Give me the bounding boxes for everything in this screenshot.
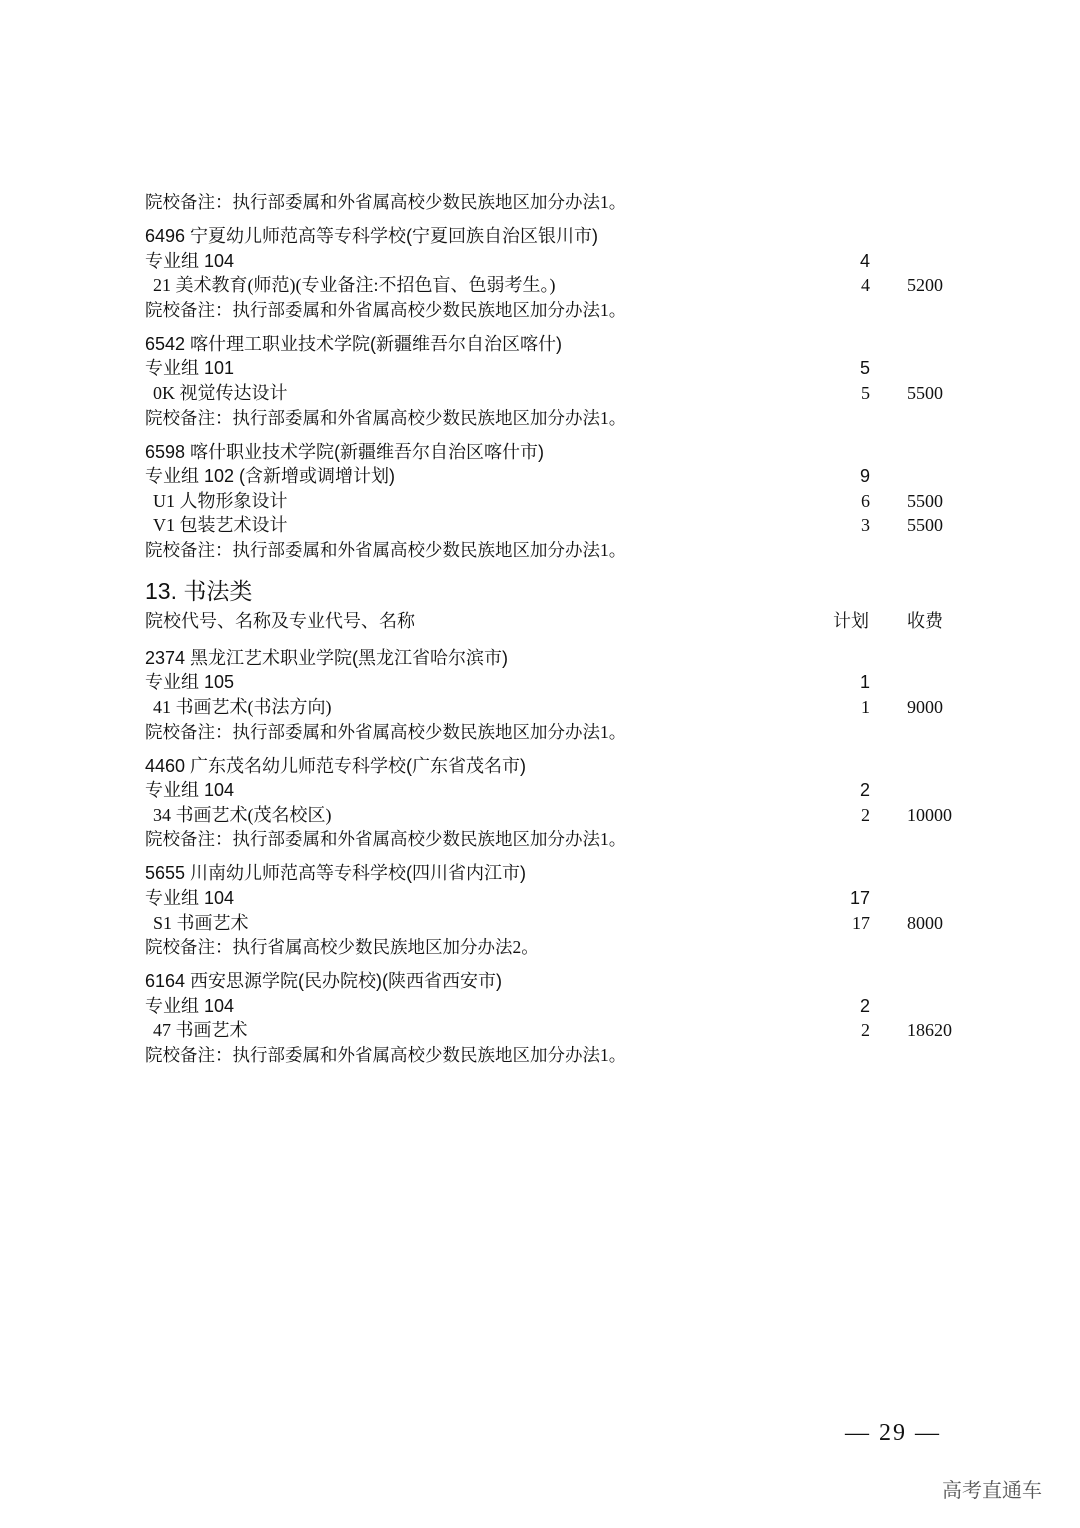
group-label: 专业组 104 xyxy=(145,250,235,271)
group-label: 专业组 101 xyxy=(145,358,235,379)
major-name: 包装艺术设计 xyxy=(179,515,288,536)
group-plan: 5 xyxy=(859,358,870,379)
group-plan: 1 xyxy=(859,672,870,693)
group-label: 专业组 105 xyxy=(145,672,235,693)
school-remark: 院校备注：执行省属高校少数民族地区加分办法2。 xyxy=(145,937,539,958)
major-group-row xyxy=(145,464,965,489)
school-name: 6598 喀什职业技术学院(新疆维吾尔自治区喀什市) xyxy=(145,441,545,462)
major-row xyxy=(145,381,965,406)
group-plan: 2 xyxy=(859,780,870,801)
major-row xyxy=(145,803,965,828)
group-label: 专业组 104 xyxy=(145,995,235,1016)
major-fee: 18620 xyxy=(907,1020,952,1041)
group-plan: 4 xyxy=(859,250,870,271)
major-row xyxy=(145,489,965,514)
school-remark: 院校备注：执行部委属和外省属高校少数民族地区加分办法1。 xyxy=(145,1044,627,1065)
major-group-row xyxy=(145,994,965,1019)
major-plan: 2 xyxy=(861,1020,870,1041)
major-code: 47 xyxy=(153,1020,171,1041)
major-fee: 8000 xyxy=(907,912,943,933)
major-fee: 5500 xyxy=(907,382,943,403)
group-plan: 9 xyxy=(859,466,870,487)
document-body xyxy=(145,190,965,1068)
major-plan: 17 xyxy=(852,912,870,933)
major-code: S1 xyxy=(153,912,173,933)
major-name: 书画艺术 xyxy=(176,912,249,933)
major-code: 34 xyxy=(153,804,171,825)
school-remark: 院校备注：执行部委属和外省属高校少数民族地区加分办法1。 xyxy=(145,829,627,850)
major-plan: 2 xyxy=(861,804,870,825)
major-code: 21 xyxy=(153,275,171,296)
section-title: 13. 书法类 xyxy=(145,578,253,605)
major-group-row xyxy=(145,778,965,803)
column-name-header: 院校代号、名称及专业代号、名称 xyxy=(145,611,415,632)
school-list xyxy=(145,224,965,563)
school-name: 6164 西安思源学院(民办院校)(陕西省西安市) xyxy=(145,971,503,992)
school-list xyxy=(145,646,965,1068)
school-name: 6496 宁夏幼儿师范高等专科学校(宁夏回族自治区银川市) xyxy=(145,225,599,246)
major-fee: 5500 xyxy=(907,515,943,536)
major-group-row xyxy=(145,249,965,274)
major-group-row xyxy=(145,670,965,695)
watermark: 高考直通车 xyxy=(942,1480,1042,1502)
major-name: 书画艺术(茂名校区) xyxy=(175,804,332,825)
group-plan: 17 xyxy=(849,888,870,908)
column-fee-header: 收费 xyxy=(907,611,943,632)
major-row xyxy=(145,695,965,720)
column-plan-header: 计划 xyxy=(833,611,869,632)
major-plan: 5 xyxy=(861,382,870,403)
major-row xyxy=(145,273,965,298)
school-remark: 院校备注：执行部委属和外省属高校少数民族地区加分办法1。 xyxy=(145,192,627,212)
group-label: 专业组 104 xyxy=(145,888,235,908)
major-fee: 10000 xyxy=(907,804,952,825)
major-row xyxy=(145,911,965,936)
school-name: 5655 川南幼儿师范高等专科学校(四川省内江市) xyxy=(145,863,527,884)
group-label: 专业组 102 (含新增或调增计划) xyxy=(145,466,396,487)
major-name: 书画艺术(书法方向) xyxy=(175,697,332,718)
major-name: 书画艺术 xyxy=(175,1020,248,1041)
major-fee: 9000 xyxy=(907,697,943,718)
school-name: 4460 广东茂名幼儿师范专科学校(广东省茂名市) xyxy=(145,755,527,776)
school-name: 2374 黑龙江艺术职业学院(黑龙江省哈尔滨市) xyxy=(145,647,509,668)
page-number: — 29 — xyxy=(845,1420,941,1446)
major-row xyxy=(145,513,965,538)
major-code: 0K xyxy=(153,382,175,403)
major-fee: 5500 xyxy=(907,490,943,511)
major-plan: 3 xyxy=(861,515,870,536)
group-label: 专业组 104 xyxy=(145,780,235,801)
major-code: 41 xyxy=(153,697,171,718)
school-remark: 院校备注：执行部委属和外省属高校少数民族地区加分办法1。 xyxy=(145,721,627,742)
school-remark: 院校备注：执行部委属和外省属高校少数民族地区加分办法1。 xyxy=(145,299,627,320)
major-group-row xyxy=(145,886,965,911)
group-plan: 2 xyxy=(859,995,870,1016)
major-name: 视觉传达设计 xyxy=(179,382,288,403)
major-plan: 6 xyxy=(861,490,870,511)
column-header xyxy=(145,606,965,636)
major-name: 美术教育(师范)(专业备注:不招色盲、色弱考生。) xyxy=(175,275,556,296)
major-code: V1 xyxy=(153,515,175,536)
major-fee: 5200 xyxy=(907,275,943,296)
school-remark: 院校备注：执行部委属和外省属高校少数民族地区加分办法1。 xyxy=(145,539,627,560)
major-name: 人物形象设计 xyxy=(179,490,288,511)
major-plan: 1 xyxy=(861,697,870,718)
school-remark: 院校备注：执行部委属和外省属高校少数民族地区加分办法1。 xyxy=(145,407,627,428)
school-name: 6542 喀什理工职业技术学院(新疆维吾尔自治区喀什) xyxy=(145,333,563,354)
major-group-row xyxy=(145,356,965,381)
major-code: U1 xyxy=(153,490,175,511)
major-plan: 4 xyxy=(861,275,870,296)
major-row xyxy=(145,1018,965,1043)
